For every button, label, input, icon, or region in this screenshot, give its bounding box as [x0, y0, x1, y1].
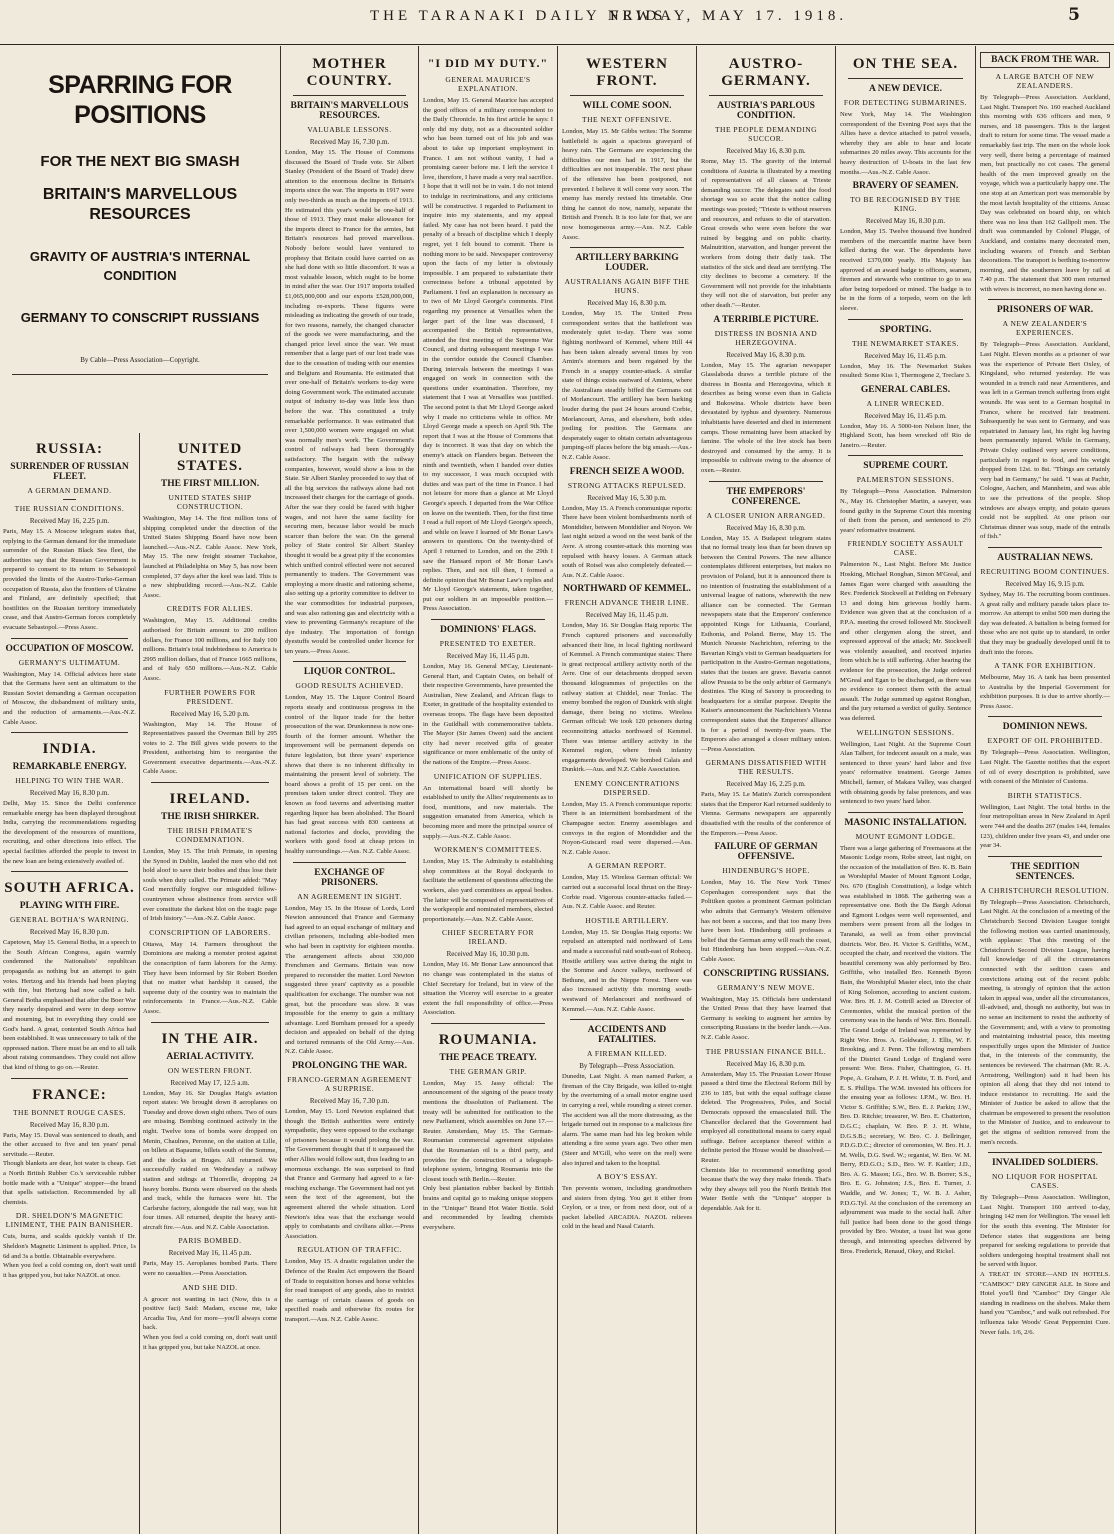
divider: [12, 374, 268, 375]
article-subheading: EXCHANGE OF PRISONERS.: [314, 867, 385, 888]
divider: [11, 638, 128, 639]
received-time: By Telegraph—Press Association.: [579, 1062, 675, 1071]
advertisement: Ten prevents women, including grandmothers and sisters from dying. You get it either from Ceylon, or a tree, or from next door, out of a packet labelled ARCADIA. NAZOL relieves cold in the head and Nasal Catarrh.: [562, 1185, 692, 1231]
divider: [988, 547, 1102, 548]
article-subheading: GENERAL BOTHA'S WARNING.: [10, 915, 129, 925]
article-body: London, May 15. A drastic regulation under the Defence of the Realm Act empowers the Board of Trade to requisition horses and horse vehicles for road transport of any goods, also to restrict the carriage of certain classes of goods on specified roads and otherwise fix routes for transport.—Aus. N.Z. Cable Assoc.: [285, 1258, 414, 1323]
article-subheading: PALMERSTON SESSIONS.: [856, 475, 955, 485]
received-time: Received May 16, 7.30 p.m.: [309, 138, 390, 146]
advertisement: A grocer not wanting in tact (Now, this is a positive fact) Said: Madam, excuse me, take Arcadia Tea, And for more—you'll always come back.: [143, 1295, 277, 1332]
article-subheading: VALUABLE LESSONS.: [307, 125, 392, 134]
article-subheading: BRITAIN'S MARVELLOUS RESOURCES.: [290, 101, 409, 121]
article-body: London, May 15. Sir Douglas Haig reports: We repulsed an attempted raid northward of Lens and made a successful raid south-east of Robecq. Hostile artillery was active during the night in the Somme and Ancre valleys, northward of Bethune, and in the Nieppe Forest. There was also increased activity this morning south-westward of Merlancourt and northward of Kemmel.—Aus. N.Z. Cable Assoc.: [562, 928, 692, 1013]
article-body: London, May 15. In the House of Lords, Lord Newton announced that France and Germany had agreed to an equal exchange of military and civilian prisoners, including able-bodied men who had been in captivity for eighteen months. The arrangement affects about 330,000 Frenchmen and Germans. Britain was now prepared to reconsider the matter. Lord Newton suggested three years' captivity as a possible qualification for exchange. The number was not great, but the procedure was slow. It was impossible for the enemy to gain a military advantage. Lord Burnham pressed for a speedy decision and appealed on behalf of the dying and tortured remnants of the Old Army.—Aus. N.Z. Cable Assoc.: [285, 904, 414, 1056]
received-time: Received May 16, 5.30 p.m.: [587, 493, 667, 502]
article-subheading: GERMANS DISSATISFIED WITH THE RESULTS.: [705, 758, 827, 777]
article-heading: BACK FROM THE WAR.: [980, 52, 1110, 68]
article-subheading: WORKMEN'S COMMITTEES.: [433, 845, 543, 855]
divider: [848, 319, 963, 320]
article-body: Washington, May 15. Additional credits authorised for Britain amount to 200 million dollars, for France 100 millions, and for Italy 100 millions. Britain's total indebtedness to America is 2995 million dollars, that of France 1665 millions, and of Italy 650 millions.—Aus.-N.Z. Cable Assoc.: [143, 617, 277, 682]
received-time: Received May 16, 10.30 p.m.: [446, 950, 530, 959]
advertisement: A TREAT IN STORE—AND IN HOTELS. "CAMBOC" DRY GINGER ALE. In Store and Hotel you'll find "Camboc" Dry Ginger Ale standing in readiness on the shelves. Make them hand you "Camboc," and walk out refreshed. For influenza take Woods' Great Peppermint Cure. Never fails. 1/6, 2/6.: [980, 1271, 1110, 1336]
article-heading: PRISONERS OF WAR.: [996, 305, 1094, 316]
article-subheading: EXPORT OF OIL PROHIBITED.: [987, 736, 1103, 746]
divider: [151, 1022, 269, 1023]
article-heading: SPORTING.: [879, 324, 932, 335]
received-time: Received May 16, 8.30 p.m.: [726, 350, 806, 359]
column-austro-germany: [697, 48, 835, 1534]
article-body: London, May 15. Lord Newton explained that though the British authorities were entirely sympathetic, they were opposed to the exchange of prisoners because it would prolong the war. The Government thought that if it surpassed the other Allies would follow suit, thus leading to an enormous exchange. He was surprised to find that France and Germany had agreed to a far-reaching exchange. The Government had not yet seen the text of the agreement, but the agreement altered the whole situation. Lord Newton's idea was that the exchange would apply to combatants and civilians alike.—Press Association.: [285, 1108, 414, 1240]
article-body: An international board will shortly be established to unify the Allies' requirements as to food, munitions, and raw materials. The suggestion emanated from America, which is becoming more and more the principal source of supply.—Aus.-N.Z. Cable Assoc.: [423, 784, 553, 840]
article-body: New York, May 14. The Washington correspondent of the Evening Post says that the Allies have a device attached to patrol vessels, whereby they are able to hear and locate submarines 20 miles away. This accounts for the heavy destruction of U-boats in the last few months.—Aus.-N.Z. Cable Assoc.: [840, 111, 971, 176]
article-subheading: FRANCO-GERMAN AGREEMENT A SURPRISE.: [287, 1075, 412, 1094]
lead-column: [0, 48, 280, 1534]
article-subheading: THE NEXT OFFENSIVE.: [582, 115, 672, 124]
article-body: London, May 15. The Irish Primate, in opening the Synod in Dublin, lauded the men who did not hold aloof to save their bodies and thus lose their souls when duty called. The Primate added: "May God mercifully forgive our misguided fellow-countrymen whose abstinence from service will ever constitute the darkest blot on the tragic page of Irish history."—Aus.-N.Z. Cable Assoc.: [143, 848, 277, 923]
article-subheading: THE BONNET ROUGE CASES.: [12, 1107, 127, 1117]
lead-subheadline: FOR THE NEXT BIG SMASH: [40, 153, 240, 170]
divider: [988, 856, 1102, 857]
article-subheading: A NEW ZEALANDER'S EXPERIENCES.: [1002, 319, 1088, 338]
masthead: [0, 0, 1114, 45]
divider: [151, 782, 269, 783]
advertisement: Though blankets are dear, hot water is cheap. Get a North British Rubber Co.'s serviceable rubber bottle made with a "Unique" stopper—the brand that spells satisfaction. Recommended by all chemists.: [3, 1160, 136, 1206]
article-body: London, May 15. General Maurice has accepted the good offices of a military correspondent to the Daily Chronicle. In his first article he says: I only did my duty, not as a discounted soldier who has been turned out of his job and was about to take up important employment in France. I am not without vanity, I had a promising career before me. I left the service I love, therefore, I have made a very real sacrifice. I hope that it will not be in vain. I do not intend to indulge in recriminations, and any criticisms will be constructive. I regarded to Parliament to inquire into my statements, and my appeal failed. My case has not been heard. I paid the penalty of a breach of discipline which I deeply regret, yet I felt bound to commit. There is nothing more to be said. Newspaper controversy upon the facts of my letter is obviously impossible. I am prepared to substantiate their correctness before a tribunal appointed by Parliament. I feel an explanation is necessary as to two of Mr Lloyd George's comments. First regarding my presence at Versailles when the larger part of the line was discussed, I accompanied the British representatives, attended the first meeting of the Supreme War Council, and during subsequent meetings I was in the corridor outside the Council Chamber. During intervals between the meetings I was engaged on work in connection with the questions under examination. Therefore, my statement that I was at Versailles was justified. The second point is that Mr Lloyd George asked why I made no criticisms while in office. Mr Lloyd George made a speech on April 9th. The report that I was at the House of Commons that day is incorrect. It was that day on which the enemy's attack on Flanders began. Between the ninth and twentieth, when I handed over duties to my successor, I was much occupied with duties and was part of the time in France. I had not leisure for more than a glance at Mr Lloyd George's speech. I departed from the War Office on leave on the twentieth. Then, for the first time I read a full report of Mr Lloyd George's speech, and while on leave I learned of Mr Bonar Law's answers to questions. On the twenty-third of April I returned to London, and on the 29th I saw the Hansard report of Mr Bonar Law's replies. Then, and not till then, I formed a definite opinion that Mr Bonar Law's replies and Mr Lloyd George's statements, taken together, put our soldiers in an impossible position.—Press Association.: [423, 97, 553, 613]
article-heading: IRELAND.: [169, 791, 251, 808]
article-body: London, May 15. Jassy official: The announcement of the signing of the peace treaty mentions the dissolution of Parliament. The treaty will be submitted for ratification to the new Parliament, which assembles on June 17.—Reuter. Amsterdam, May 15. The German-Roumanian commercial agreement stipulates that the Roumanian oil is a third party, and provides for the construction of a telegraph-telephone system, bringing Roumania into the closest touch with Berlin.—Reuter.: [423, 1079, 553, 1183]
article-body: London, May 16. The Newmarket Stakes resulted: Some Kiss 1, Thermogene 2, Treclare 3.: [840, 362, 971, 380]
article-subheading: A BOY'S ESSAY.: [596, 1172, 658, 1182]
article-body: Paris, May 15. Duval was sentenced to death, and the other accused to five and ten years' penal servitude.—Reuter.: [3, 1131, 136, 1158]
article-subheading: SURRENDER OF RUSSIAN FLEET.: [10, 462, 129, 482]
article-subheading: A LINER WRECKED.: [866, 398, 945, 408]
article-body: Delhi, May 15. Since the Delhi conference remarkable energy has been displayed throughout India, carrying the recommendations regarding the development of the resources of munitions, recruiting, and other directions into effect. The special facilities afforded the people to invest in the new loan are being extensively availed of.: [3, 800, 136, 865]
article-subheading: HOSTILE ARTILLERY.: [585, 915, 669, 925]
article-heading: WESTERN FRONT.: [585, 56, 669, 89]
article-subheading: CONSCRIPTING RUSSIANS.: [703, 968, 829, 979]
lead-subcolumn-right: [140, 433, 280, 1534]
article-body: Wellington, Last Night. The total births in the four metropolitan areas in New Zealand in April were 744 and the deaths 267 (males 144, females 123), children under five years 43, and under one year 34.: [980, 803, 1110, 850]
article-heading: SOUTH AFRICA.: [4, 880, 135, 897]
received-time: Received May 16, 11.45 p.m.: [585, 611, 669, 620]
received-time: Received May 17, 12.5 a.m.: [170, 1078, 250, 1087]
article-subheading: RECRUITING BOOM CONTINUES.: [980, 566, 1110, 576]
divider: [431, 619, 545, 620]
article-subheading: HELPING TO WIN THE WAR.: [15, 776, 124, 786]
divider: [11, 871, 128, 872]
divider: [988, 1152, 1102, 1153]
article-body: London, May 16. A 5000-ton Nelson liner, the Highland Scott, has been wrecked off Rio de Janeiro.—Reuter.: [840, 422, 971, 449]
article-subheading: FURTHER POWERS FOR PRESIDENT.: [164, 687, 256, 706]
column-did-my-duty: [419, 48, 557, 1534]
received-time: Received May 16, 11.45 p.m.: [864, 351, 947, 360]
divider: [570, 95, 684, 96]
article-subheading: A NEW DEVICE.: [869, 84, 942, 94]
article-body: Palmerston N., Last Night. Before Mr. Justice Hosking, Michael Rongban, Simon M'Greal, and James Egan were charged with assaulting the Rev. Frederick Stockwell at Feilding on February 13 and doing him grievous bodily harm. Evidence was given that at the conclusion of a P.P.A. meeting the crowd followed Mr. Stockwell and other clergymen along the street, and expressed approval of the attack; Mr. Stockwell was violently assaulted, and received injuries from which he is still suffering. After hearing the evidence for the prosecution, the Judge ordered M'Greal and Egan to be discharged, as there was no evidence to connect them with the actual assault. The Judge summed up against Rongban, and the jury returned a verdict of guilty. Sentence was deferred.: [840, 561, 971, 722]
received-time: Received May 16, 8.30 p.m.: [865, 217, 946, 226]
received-time: Received May 16, 11.45 p.m.: [864, 411, 947, 420]
column-western-front: [558, 48, 696, 1534]
article-body: London, May 15. Twelve thousand five hundred members of the mercantile marine have been killed during the war. The dependents have received £370,000 yearly. His Majesty has approved of an award badge to officers, seamen, firemen and stewards who continue to go to sea after being torpedoed or mined. The badge is to be in the form of a torpedo, worn on the left sleeve.: [840, 228, 971, 312]
received-time: Received May 16, 8.30 p.m.: [29, 789, 110, 798]
column-back-from-war: [976, 48, 1114, 1534]
article-subheading: FAILURE OF GERMAN OFFENSIVE.: [714, 842, 818, 863]
article-subheading: A CHRISTCHURCH RESOLUTION.: [980, 885, 1110, 895]
article-subheading: AN AGREEMENT IN SIGHT.: [297, 891, 402, 901]
article-subheading: THE IRISH PRIMATE'S CONDEMNATION.: [167, 826, 253, 845]
article-body: By Telegraph—Press Association. Wellington, Last Night. The Gazette notifies that the export of oil of every description is prohibited, save with consent of the Minister of Customs.: [980, 749, 1110, 786]
article-subheading: ON WESTERN FRONT.: [167, 1065, 253, 1075]
article-body: London, May 16. Sir Douglas Haig reports: The French captured prisoners and successfully advanced their line, in local fighting northward of Kemmel. A French communique states: There is great reciprocal artillery activity north of the Avre. One of our detachments dropped seven thousand kilogrammes of projectiles on the railway station at Chiddel, near Tonlac. The enemy bombed the region of Dunkirk with slight damage, there being no victims. Wireless German official: We took 120 prisoners during reconnoitring attacks northward of Kemmel. There was intense artillery activity in the Kemmel region, where fresh infantry engagements developed. We bombed Calais and Dunkirk.—Aus. and N.Z. Cable Association.: [562, 622, 692, 774]
received-time: Received May 16, 5.20 p.m.: [170, 709, 250, 718]
article-body: Paris, May 15. A Moscow telegram states that, replying to the German demand for the immediate surrender of the Russian Black Sea fleet, the authorities say that the Russian Government is prepared to consent to its return to Sebastopol provided the limits of the Austro-Turko-German occupation of Russia, also the frontiers of Ukraine and Finland, are definitely specified; that hostilities on the Russian territory immediately cease, and that Austro-German forces completely evacuate Sebastopol.—Press Assoc.: [3, 528, 136, 631]
article-subheading: ENEMY CONCENTRATIONS DISPERSED.: [574, 778, 680, 797]
article-subheading: GENERAL MAURICE'S EXPLANATION.: [445, 75, 531, 93]
article-heading: FRANCE:: [32, 1086, 107, 1103]
received-time: Received May 16, 8.30 p.m.: [29, 1120, 110, 1129]
article-heading: GENERAL CABLES.: [860, 384, 951, 395]
article-body: There was a large gathering of Freemasons at the Masonic Lodge room, Robe street, last night, on the occasion of the installation of Bro. K. B. Bain as Worshipful Master of Mount Egmont Lodge, No. 670 (English Constitution), a lodge which was established in 1868. The gathering was a representative one. Both the Da Bargh Adonai and Egmont Lodges were well represented, and members were present from all the lodges in Taranaki, as well as from other provincial districts. Wor. Bro. H. Victor S. Griffiths, W.M., occupied the chair, and received the visitors. The beautiful ceremony was ably performed by Bro. Griffiths, who installed Bro. Kenneth Byron Bain, the Worshipful Master elect, into the chair of King Solomon, according to ancient custom. Wor. Bro. H. J. M. Cottrill acted as Director of Ceremonies, whilst the musical portion of the ceremony was in the hands of Wor. Bro. Bonnall. The Grand Lodge of Ireland was represented by Right Wor. Bros. A. Goldwater, J. Ellis, W. F. Brooking, and J. Penn. The following members of the District Grand Lodge of England were present: Wor. Bros. Fisher, Chattington, G. H. Pope, A. Graham, P. J. H. White, T. B. Ford, and E. S. Phillips. The W.M. invested his officers for the ensuing year as follows: I.P.M., W. Bro. H. Victor S. Griffiths; S.W., Bro. E. J. Parkin; J.W., Bro. D. Ritchie; treasurer, W. Bro. E. Chatterton, D.G.C.; chaplain, W. Bro. P. J. H. White, D.G.S.B.; secretary, W. Bro. C. J. Bellringer, P.D.G.D.C.; director of ceremonies, W. Bro. H. J. M. Wells, D.G. Swd. W.; organist, W. Bro. W. M. Berry, P.D.G.O.; S.D., Bro. W. F. Kaitler; J.D., Bro. A. G. Mason; I.G., Bro. W. B. Borrer; S.S., Bro. E. G. Johnston; J.S., Bro. E. Turner, J. Waddle, and W. Jones; T., W. B. J. Asher, P.D.G.Tyl. At the conclusion of the ceremony an adjournment was made to the social hall. After full justice had been done to the good things provided by Bro. Wouter, a toast list was gone through, and interesting speeches delivered by Bros. Frederick, Renaud, Okey, and Rickel.: [840, 844, 971, 1255]
article-heading: INDIA.: [42, 741, 97, 758]
article-body: By Telegraph—Press Association. Auckland, Last Night. Eleven months as a prisoner of war was the experience of Private Bert Oxley, of Kingsland, who returned yesterday. He was wounded in a trench raid near Armentieres, and was left in a German trench suffering from eight wounds. He was sent to a German hospital in France, where he received fair treatment. Subsequently he was sent to Germany, and was repatriated in January last, his right leg having been permanently injured. While in Germany, Private Oxley outlined very severe conditions, particularly in regard to food, and his weight dropped from 12st. to 8st. "Things are certainly very bad in Germany," he said. "I was at Pachir, Cologne, Aachen, and Mannheim, and was able to see the privations of the people. Shop windows are always empty, and potato queues could not be supplied. At one prison our Christmas dinner was soup, made of the entrails of fish.": [980, 341, 1110, 541]
received-time: Received May 16, 8.30 p.m.: [726, 523, 806, 532]
article-subheading: FOR DETECTING SUBMARINES.: [843, 98, 968, 107]
article-heading: RUSSIA:: [35, 441, 103, 457]
article-subheading: AUSTRIA'S PARLOUS CONDITION.: [717, 101, 815, 121]
article-subheading: REMARKABLE ENERGY.: [12, 762, 127, 773]
article-heading: SUPREME COURT.: [863, 461, 948, 472]
article-subheading: A GERMAN DEMAND.: [27, 486, 112, 495]
newspaper-title: THE TARANAKI DAILY NEWS.: [370, 8, 675, 24]
article-subheading: GOOD RESULTS ACHIEVED.: [295, 681, 404, 691]
article-subheading: PROLONGING THE WAR.: [292, 1061, 407, 1072]
article-body: Melbourne, May 16. A tank has been presented to Australia by the Imperial Government for exhibition purposes. It is due to arrive shortly.—Press Assoc.: [980, 674, 1110, 710]
article-subheading: A TANK FOR EXHIBITION.: [994, 661, 1096, 671]
article-subheading: THE EMPERORS' CONFERENCE.: [726, 486, 806, 507]
article-body: Rome, May 15. The gravity of the internal conditions of Austria is illustrated by a meeting of representatives of all classes at Trieste demanding succor. The delegates said the food shortage was so acute that the notice calling meetings was posted; "Trieste is without reserves and resources, and refuses to die of starvation. Great crowds who were even before the war ruined by begging and on public charity. Malnutrition, starvation, and hunger prevent the workers from doing their daily task. The statistics of the sick and dead are terrifying. The city declines to become a cemetery. If the Government will not provide for the inhabitants they will not die of starvation, but prefer any other death."—Reuter.: [701, 158, 831, 309]
column-mother-country: [281, 48, 418, 1534]
article-heading: ACCIDENTS AND FATALITIES.: [587, 1025, 667, 1046]
article-subheading: THE PEACE TREATY.: [439, 1052, 537, 1063]
article-subheading: MOUNT EGMONT LODGE.: [855, 831, 956, 841]
article-subheading: BRAVERY OF SEAMEN.: [852, 181, 959, 192]
page-number: 5: [1068, 5, 1080, 25]
divider: [431, 1023, 545, 1024]
article-subheading: PLAYING WITH FIRE.: [19, 901, 120, 912]
article-body: By Telegraph—Press Association. Wellington, Last Night. Transport 160 arrived to-day, bringing 142 men for Wellington. The vessel left for the south this evening. The Minister for Defence states that suggestions are being prepared for seeking regulations to provide that soldiers undergoing hospital treatment shall not be served with liquor.: [980, 1194, 1110, 1269]
article-subheading: AND SHE DID.: [182, 1282, 238, 1292]
article-heading: IN THE AIR.: [161, 1030, 259, 1047]
article-subheading: AUSTRALIANS AGAIN BIFF THE HUNS.: [564, 277, 690, 296]
article-body: Paris, May 15. Le Matin's Zurich correspondent states that the Emperor Karl returned suddenly to Vienna. Germans newspapers are apparently dissatisfied with the results of the conference of the Emperors.—Press Assoc.: [701, 791, 831, 837]
article-subheading: UNIFICATION OF SUPPLIES.: [433, 771, 543, 781]
received-time: Received May 16, 8.30 p.m.: [29, 928, 110, 937]
divider: [11, 732, 128, 733]
divider: [11, 1078, 128, 1079]
article-subheading: ARTILLERY BARKING LOUDER.: [575, 253, 679, 274]
article-body: Washington, May 14. The first million tons of shipping completed under the direction of the United States Shipping Board have now been launched.—Aus.-N.Z. Cable Assoc. New York, May 15. The new freight steamer Tuckahoe, launched at Philadelphia on May 5, has now been completed, 37 days after the keel was laid. This is a new shipbuilding record.—Aus.-N.Z. Cable Assoc.: [143, 515, 277, 599]
divider: [293, 862, 406, 863]
article-subheading: THE IRISH SHIRKER.: [161, 812, 259, 823]
article-subheading: BIRTH STATISTICS.: [1007, 790, 1083, 800]
article-heading: AUSTRO-GERMANY.: [721, 56, 811, 89]
article-body: London, May 15. Wireless German official: We carried out a successful local thrust on the Bray-Corbie road. Vigorous counter-attacks failed.—Aus. N.Z. Cable Assoc. and Reuter.: [562, 874, 692, 911]
article-body: London, May 15. The Admiralty is establishing shop committees at the Royal dockyards to facilitate the settlement of questions affecting the workers, also yard committees as appeal bodies. The latter will be composed of representatives of the workpeople and nominated members, elected proportionately.—Aus. N.Z. Cable Assoc.: [423, 858, 553, 923]
received-time: Received May 16, 7.30 p.m.: [309, 1097, 390, 1106]
article-subheading: CHIEF SECRETARY FOR IRELAND.: [442, 928, 534, 947]
received-time: Received May 16, 11.45 p.m.: [168, 1249, 252, 1258]
article-body: London, May 16. General M'Cay, Lieutenant-General Hart, and Captain Oates, on behalf of their respective Governments, have presented the Australian, New Zealand, and African flags to Exeter, in gratitude of the hospitality extended to overseas troops. The flags have been deposited in the Guildhall with commemorative tablets. The Mayor (Sir James Owen) said the ancient city had never received gifts of greater significance or more emblematic of the unity of the nations of the Empire.—Press Assoc.: [423, 663, 553, 766]
article-subheading: PRESENTED TO EXETER.: [439, 639, 537, 649]
issue-date: FRIDAY, MAY 17. 1918.: [610, 8, 848, 24]
article-body: Ottawa, May 14. Farmers throughout the Dominions are making a monster protest against the conscription of farm laborers for the Army. They have been informed by Sir Robert Borden that no matter what hardship it caused, the supreme duty of the country was to maintain the reinforcements in France.—Aus.-N.Z. Cable Assoc.: [143, 940, 277, 1015]
article-body: By Telegraph—Press Association. Palmerston N., May 16. Christopher Martin, a sawyer, was found guilty in the Supreme Court this morning of theft from the person, and sentenced to 2½ years' reformative treatment.: [840, 488, 971, 534]
article-subheading: NO LIQUOR FOR HOSPITAL CASES.: [991, 1172, 1099, 1191]
advertisement: Chemists like to recommend something good because that's the way they make friends. That's why they always tell you the North British Hot Water Bottle with the "Unique" stopper is dependable. Ask for it.: [701, 1166, 831, 1212]
received-time: Received May 16, 8.30 p.m.: [726, 1059, 806, 1068]
article-body: Capetown, May 15. General Botha, in a speech to the South African Congress, again warmly condemned the Nationalists' republican propaganda as nothing but an attempt to gain votes. Hertzog and his friends had been playing with fire, but Hertzog had now called a halt. General Botha emphasised that after the Boer War they nearly despaired and were in deep sorrow and mourning, but in everything they could see God's hand. A great, contented South Africa had been established. It was unnecessary to talk of the oppressed nation. There must be an end to all talk about raising commandoes. They could not allow that kind of thing to go on.—Reuter.: [3, 939, 136, 1071]
received-time: Received May 16, 8.30 p.m.: [587, 299, 667, 308]
article-body: Paris, May 15. Aeroplanes bombed Paris. There were no casualties.—Press Association.: [143, 1260, 277, 1278]
article-subheading: LIQUOR CONTROL.: [303, 667, 396, 678]
lead-subheadline: BRITAIN'S MARVELLOUS RESOURCES: [42, 186, 238, 223]
divider: [848, 812, 963, 813]
article-subheading: STRONG ATTACKS REPULSED.: [567, 480, 687, 490]
article-body: Wellington, Last Night. At the Supreme Court Alan Talbert, for indecent assault on a male, was sentenced to three years' hard labor and five years' reformative treatment. George James Mitchell, farmer, of Makara Valley, was charged with obtaining goods by false pretences, and was sentenced to two years' hard labor.: [840, 740, 971, 806]
divider: [988, 716, 1102, 717]
article-heading: AUSTRALIAN NEWS.: [997, 552, 1093, 563]
article-heading: THE SEDITION SENTENCES.: [1010, 861, 1080, 882]
lead-subheadline: GERMANY TO CONSCRIPT RUSSIANS: [20, 310, 260, 325]
advertisement: When you feel a cold coming on, don't wait until it has gripped you, but take NAZOL at once.: [3, 1262, 136, 1279]
article-subheading: FRENCH ADVANCE THEIR LINE.: [564, 598, 690, 608]
article-subheading: THE RUSSIAN CONDITIONS.: [14, 504, 125, 513]
divider: [848, 78, 963, 79]
article-body: London, May 15. The agrarian newspaper Glasslaboda draws a terrible picture of the distress in Bosnia and Herzegovina, which it describes as being worse even than in Galicia and Bukowina. Whole districts have been devastated by typhus and dysentery. Numerous inhabitants have deserted and died in internment camps. Those remaining have been attacked by famine. The whole of the live stock has been destroyed and consumed by the army. It is impossible to cultivate owing to the absence of oxen.—Reuter.: [701, 361, 831, 475]
article-heading: UNITED STATES.: [176, 441, 244, 474]
article-subheading: WILL COME SOON.: [582, 101, 672, 111]
article-subheading: DISTRESS IN BOSNIA AND HERZEGOVINA.: [714, 328, 818, 347]
article-heading: ON THE SEA.: [852, 56, 959, 72]
received-time: Received May 16, 11.45 p.m.: [446, 652, 530, 661]
article-subheading: TO BE RECOGNISED BY THE KING.: [850, 195, 961, 214]
lead-subcolumn-left: [0, 433, 140, 1534]
article-body: London, May 15. The United Press correspondent writes that the battlefront was moderately quiet to-day. There was some fighting northward of Kemmel, where Hill 44 has been taken already several times by von Arnim's stormers and been regained by the French in a snappy counter-attack. A similar state of things exists eastward of Amiens, where the Australians steadily biffed the Germans out of Morlancourt. The artillery has been barking louder during the past 24 hours around Corbie, Morlancourt, Arras, and elsewhere, both sides jostling for position. The Germans are desperately eager to obtain certain advantageous jumping-off places before the big smash.—Aus.-N.Z. Cable Assoc.: [562, 310, 692, 462]
article-subheading: NORTHWARD OF KEMMEL.: [563, 584, 691, 595]
divider: [988, 299, 1102, 300]
divider: [709, 481, 823, 482]
article-subheading: A GERMAN REPORT.: [587, 861, 667, 871]
article-heading: MASONIC INSTALLATION.: [844, 817, 967, 828]
article-body: London, May 15. A Budapest telegram states that no formal treaty less than far been drawn up between the Central Powers. The new alliance contemplates different enterprises, but makes no provision of Poland, but it is announced there is no intention of frustrating the establishment of a universal league of nations, wherewith the new alliance can be connected. The German newspapers state that the Emperors' conference appointed Kings for Lithuania, Courland, Esthonia, and Poland. Berne, May 15. The Munich Neueste Nachrichten, referring to the Bavarian King's visit to German headquarters for participation in the Austro-German negotiations, states that the issues are grave. Bavaria cannot allow Prussia to be the only arbiter of Germany's destinies. The King of Saxony is proceeding to headquarters for a similar purpose. Despite the Kaiser's announcement the Nachrichten's Vienna correspondent states that the Emperors' alliance is for a period of twenty-five years. The Emperors also arranged a closer military union.—Press Association.: [701, 534, 831, 753]
article-subheading: FRENCH SEIZE A WOOD.: [569, 466, 685, 477]
article-subheading: HINDENBURG'S HOPE.: [722, 866, 810, 876]
article-subheading: A FIREMAN KILLED.: [587, 1049, 667, 1059]
divider: [293, 95, 406, 96]
received-time: Received May 16, 8.30 p.m.: [726, 147, 806, 155]
article-subheading: THE FIRST MILLION.: [160, 479, 260, 489]
article-subheading: UNITED STATES SHIP CONSTRUCTION.: [168, 493, 252, 511]
divider: [848, 455, 963, 456]
article-body: London, May 15. A French communique reports: There is an intermittent bombardment of the Champagne sector. Enemy assemblages and convoys in the region of Montdidier and the Noyon-Guiscard road were dispersed.—Aus. N.Z. Cable Assoc.: [562, 800, 692, 856]
article-heading: MOTHER COUNTRY.: [306, 56, 393, 89]
lead-byline: By Cable—Press Association—Copyright.: [80, 356, 200, 364]
divider: [63, 499, 76, 500]
article-body: London, May 15. Mr Gibbs writes: The Somme battlefield is again a spacious graveyard of heavy rain. The Germans are experiencing the difficulties our men had in 1917, but the difficulties are not insuperable. The next phase of the offensive has been postponed, not prevented. I believe it will come very soon. The enemy has merely revised his timetable. One thing he cannot do now, namely, separate the British and French. It is too late for that, we are now homogeneous army.—Aus. N.Z. Cable Assoc.: [562, 128, 692, 241]
article-subheading: WELLINGTON SESSIONS.: [856, 727, 955, 737]
article-body: Amsterdam, May 15. The Prussian Lower House passed a third time the Electoral Reform Bill by 236 to 185, but with the equal suffrage clause deleted. The Progressives, Poles, and Social Democrats opposed the emasculated Bill. The Chancellor declared that the Government had employed all constitutional means to carry equal suffrage. Before acceptance thereof within a definite period the House would be dissolved.—Reuter.: [701, 1070, 831, 1164]
article-heading: DOMINIONS' FLAGS.: [439, 625, 537, 636]
divider: [570, 1019, 684, 1020]
article-heading: ROUMANIA.: [438, 1031, 538, 1048]
received-time: Received May 16, 2.25 p.m.: [29, 517, 110, 525]
article-subheading: A TERRIBLE PICTURE.: [713, 314, 819, 325]
article-body: London, May 15. The House of Commons discussed the Board of Trade vote. Sir Albert Stanley (President of the Board of Trade) drew attention to the enormous decline in Britain's imports since the war. The imports in 1917 were only two-thirds as much as the imports of 1913. He estimated this year's would be one-half of those of 1913. They must make allowance for the imports direct to France for the armies, but Britain's resources had proved marvellous. Nobody before would have ventured to prophesy that Britain could have carried on as she had done with so little discomfort. It was a most valuable lesson, which ought to be borne in mind after the war. Our 1917 imports totalled £1,065,000,000 and our exports £528,000,000, including re-exports. These figures were misleading as indicating the growth of our trade, for two reasons, namely, the changed character of the goods we were manufacturing, and the changed price level since the war. We must remember that a large part of our lost trade was due to the cessation of trading with our enemies and Belgium and Roumania. He estimated that over one-half of Britain's workers to-day were doing Government work. The estimated accurate output of industry to-day was little less than before the war. This constituted a truly remarkable performance. It was estimated that over 1,500,000 women were engaged on what was normally men's work. The Government's control of railways had been thoroughly satisfactory. The bargain with the railway companies, however, would show a loss to the State. Sir Albert Stanley proceeded to say that of all the big services the railways alone had not increased their charges for the carriage of goods. After the war they could be faced with higher wages, and not have the same facility for securing men, because labor would be much scarcer than before the war. On the general policy of State control Sir Albert Stanley thought it would be a great pity if the economies which unified control effected were not secured permanently to traders. The Government was employing a more drastic and rationing scheme, also setting up a priority committee to deliver to the war commodities for industrial purposes, and was also rationing gas and electricity with a view to preventing Germany's recapture of the dye industry. The importation of foreign dyestuffs would be controlled under licence for ten years.—Press Assoc.: [285, 149, 414, 655]
article-body: London, May 16. Mr Bonar Law announced that no change was contemplated in the status of Chief Secretary for Ireland, but in view of the situation the Viceroy will exercise to a greater extent the full responsibility of office.—Press Association.: [423, 961, 553, 1017]
article-subheading: THE PEOPLE DEMANDING SUCCOR.: [714, 125, 818, 143]
article-body: Dunedin, Last Night. A man named Parker, a fireman of the City Brigade, was killed to-night by the overturning of a small motor engine used in carrying a reel, while rounding a street corner. The accident was all the more distressing, as the brigade turned out in response to a malicious fire alarm. The same man had his leg broken while attending a fire some years ago. Two other men (Steer and M'Gill, who were on the reel) were also injured and taken to the hospital.: [562, 1073, 692, 1167]
divider: [293, 661, 406, 662]
article-subheading: A LARGE BATCH OF NEW ZEALANDERS.: [995, 72, 1095, 90]
article-subheading: GERMANY'S ULTIMATUM.: [18, 657, 121, 667]
article-heading: OCCUPATION OF MOSCOW.: [5, 643, 134, 654]
article-subheading: FRIENDLY SOCIETY ASSAULT CASE.: [847, 539, 964, 558]
article-body: Washington, May 14. The House of Representatives passed the Overman Bill by 295 votes to 2. The Bill gives wide powers to the President, authorising him to reorganise the Government executive departments.—Aus.-N.Z. Cable Assoc.: [143, 720, 277, 776]
divider: [570, 247, 684, 248]
article-heading: "I DID MY DUTY.": [427, 56, 549, 70]
article-subheading: REGULATION OF TRAFFIC.: [297, 1245, 402, 1255]
article-body: London, May 16. Sir Douglas Haig's aviation report states: We brought down 8 aeroplanes on Tuesday and drove down eight others. Two of ours are missing. Bombing continued actively in the night. Twelve tons of bombs were dropped on Menin, Chaulnes, Peronne, on the station at Lille, on billets at Bapaume, billets south of the Somme, and the docks at Bruges. All returned. We successfully raided on Wednesday a railway station and sidings at Thionville, dropping 24 heavy bombs. Bursts were observed on the sheds and track, while the furnaces were hit. The Carlsruhe factory, alongside the rail way, was hit four times. All returned, despite the heavy anti-aircraft fire.—Aus. and N.Z. Cable Association.: [143, 1089, 277, 1231]
column-on-the-sea: [836, 48, 975, 1534]
article-body: By Telegraph—Press Association. Christchurch, Last Night. At the conclusion of a meeting of the Christchurch Second Division League tonight the following motion was carried unanimously, with applause: That this meeting of the Christchurch Second Division League, having full knowledge of all the circumstances connected with the sedition cases and convictions arising out of the recent public meeting, is strongly of opinion that the action taken in appeal was, under all the circumstances, ill-advised, and, though no authority, but was in no sense an incitement to resist the authority of the Government; and, with a view to promoting and maintaining industrial peace, this meeting respectfully urges upon the Minister of Justice that, in the interests of the community, the sentences be reviewed. The chairman (Mr. R. A. Armstrong, Wellington) said it had been his opinion all along that they did not intend to induce resistance to recruiting. He said the Minister of Justice be asked to allow that the chairman be empowered to present the resolution to the Minister of Justice, and to endeavour to get the stigma of sedition removed from the men's records.: [980, 898, 1110, 1146]
advertisement-heading: DR. SHELDON'S MAGNETIC LINIMENT, THE PAIN BANISHER.: [5, 1211, 134, 1230]
article-subheading: THE GERMAN GRIP.: [449, 1066, 527, 1076]
article-subheading: THE PRUSSIAN FINANCE BILL.: [705, 1046, 827, 1056]
article-heading: INVALIDED SOLDIERS.: [992, 1158, 1098, 1169]
article-subheading: PARIS BOMBED.: [178, 1236, 242, 1246]
article-body: Sydney, May 16. The recruiting boom continues. A great rally and military parade takes place to-morrow. An attempt to enlist 500 men during the day was defeated. A battalion is being formed for those who are not quite up to standard, in order that they may be gradually developed until fit to draft into the forces.: [980, 590, 1110, 656]
article-body: London, May 15. A French communique reports: There have been violent bombardments north of Montdidier, between Montdidier and Noyon. We last night seized a wood on the west bank of the Avre. A strong counter-attack this morning was repulsed with heavy losses. A German attack south of Roisel was also completely defeated.—Aus. N.Z. Cable Assoc.: [562, 504, 692, 579]
lead-subheadline: GRAVITY OF AUSTRIA'S INTERNAL CONDITION: [29, 249, 251, 283]
article-subheading: CREDITS FOR ALLIES.: [166, 604, 254, 614]
article-subheading: THE NEWMARKET STAKES.: [851, 338, 960, 348]
received-time: Received May 16, 2.25 p.m.: [726, 780, 806, 789]
article-subheading: AERIAL ACTIVITY.: [166, 1051, 254, 1062]
article-subheading: A CLOSER UNION ARRANGED.: [706, 510, 826, 520]
received-time: Received May 16, 9.15 p.m.: [1005, 579, 1085, 588]
advertisement: Cuts, burns, and scalds quickly vanish if Dr. Sheldon's Magnetic Liniment is applied. Price, 1s 6d and 3s a bottle. Obtainable everywhere.: [3, 1233, 136, 1260]
article-subheading: GERMANY'S NEW MOVE.: [717, 982, 815, 992]
article-body: Washington, May 14. Official advices here state that the Germans have sent an ultimatum to the Russian Soviet demanding a German occupation of Moscow, the disbandment of military units, and the reduction of armaments.—Aus.-N.Z. Cable Assoc.: [3, 670, 136, 726]
advertisement: Only best plantation rubber backed by British brains and capital go to making unique stoppers in the "Unique" Brand Hot Water Bottle. Sold and recommended by leading chemists everywhere.: [423, 1185, 553, 1231]
article-heading: DOMINION NEWS.: [1002, 722, 1088, 733]
article-body: By Telegraph—Press Association. Auckland, Last Night. Transport No. 160 reached Auckland this morning with 636 officers and men, 9 nurses, and 18 passengers. This is the largest draft to return for some time. The vessel made a remarkably fast trip. The men on the whole look very well, there being a percentage of maimed men, but practically no cot cases. The general health of the men improved greatly on the voyage, which was a particularly happy one. The one stop at an American port was memorable by the most lavish hospitality of the citizens. Anzac Day was celebrated on board ship, on which there was no less than 162 Gallipoli men. The draft was commanded by Colonel Plugge, of Auckland, and contains many decorated men, including wearers of French and Serbian decorations. The transport is berthing to-morrow morning, and the southerners leave by rail at 7.40 p.m. The statement that 300 men returned with wives is incorrect, no men having done so.: [980, 94, 1110, 293]
lead-headline: SPARRING FOR POSITIONS: [48, 71, 232, 129]
article-subheading: CONSCRIPTION OF LABORERS.: [149, 927, 271, 937]
article-body: London, May 16. The New York Times' Copenhagen correspondent says that the Politiken quotes a prominent German politician who admits that Germany's Western offensive has not been a success, and that too many lives have been lost. Hindenburg still professes a belief that the German army will reach the coast, but Hindenburg has been stopped.—Aus.-N.Z. Cable Assoc.: [701, 879, 831, 963]
article-body: London, May 15. The Liquor Control Board reports steady and continuous progress in the control of the liquor trade for the better prosecution of the war. Drunkenness is now one-fourth of the former amount. Whether the improvement will be permanent depends on future legislation, but three years' experience shows that there is no inherent difficulty in maintaining the present level of sobriety. The board shows a profit of 15 per cent. on the premises taken under direct control. They are known as food taverns and advertising matter regarding liquor has been abolished. The Board has had great success with 830 canteens at national factories and docks, providing the workers with good food at cheap prices in healthy surroundings.—Aus. N.Z. Cable Assoc.: [285, 694, 414, 855]
divider: [709, 95, 823, 96]
article-body: Washington, May 15. Officials here understand the United Press that they have learned that Germany is seeking to augment her armies by conscripting Russians in the border lands.—Aus. N.Z. Cable Assoc.: [701, 995, 831, 1041]
advertisement: When you feel a cold coming on, don't wait until it has gripped you, but take NAZOL at once.: [143, 1334, 277, 1351]
